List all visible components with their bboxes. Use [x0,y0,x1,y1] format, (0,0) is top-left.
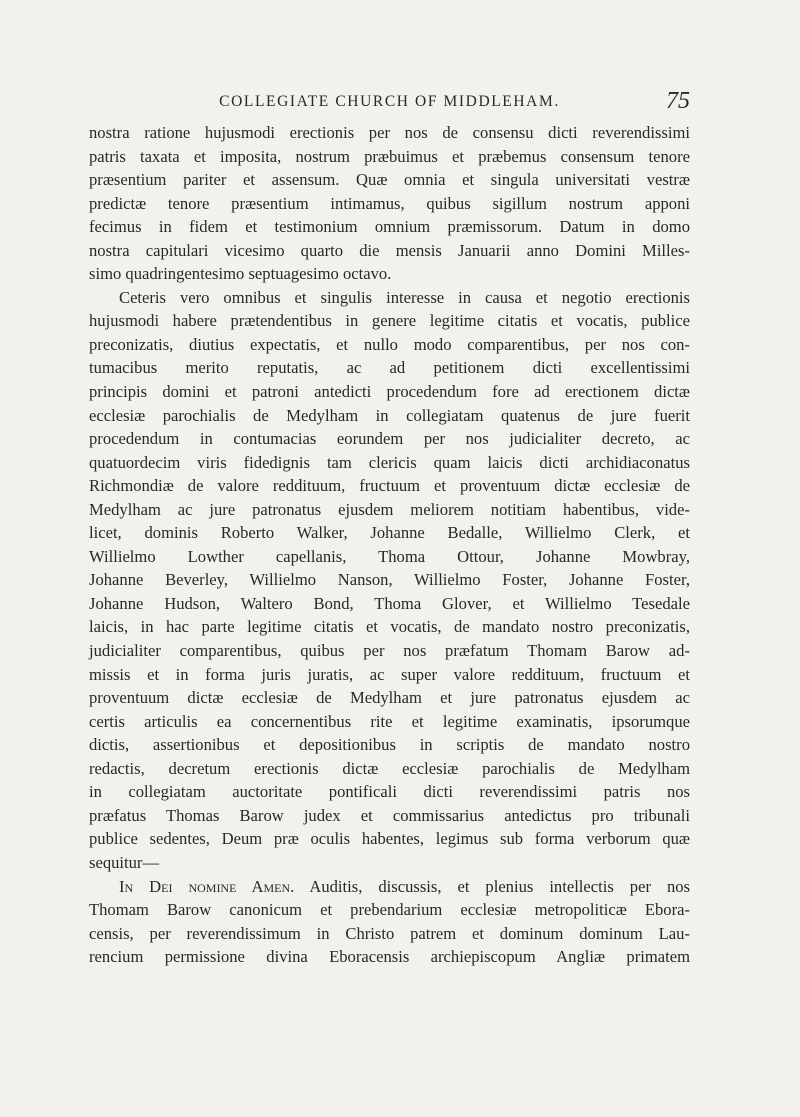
text-line: præfatus Thomas Barow judex et commissarius antedictus pro tribunali [89,805,690,825]
text-line: missis et in forma juris juratis, ac super valore reddituum, fructuum et [89,664,690,684]
text-line: publice sedentes, Deum præ oculis habentes, legimus sub forma verborum quæ [89,829,690,849]
text-line: predictæ tenore præsentium intimamus, quibus sigillum nostrum apponi [89,193,690,213]
text-line: quatuordecim viris fidedignis tam clericis quam laicis dicti archidiaconatus [89,452,690,472]
text-line: proventuum dictæ ecclesiæ de Medylham et jure patronatus ejusdem ac [89,688,690,708]
running-header [89,90,690,116]
running-title: COLLEGIATE CHURCH OF MIDDLEHAM. [219,93,560,110]
text-line: dictis, assertionibus et depositionibus in scriptis de mandato nostro [89,735,690,755]
text-line: ecclesiæ parochialis de Medylham in collegiatam quatenus de jure fuerit [89,405,690,425]
text-line: Johanne Beverley, Willielmo Nanson, Willielmo Foster, Johanne Foster, [89,570,690,590]
paragraph-2 [89,286,690,875]
text-line: præsentium pariter et assensum. Quæ omnia et singula universitati vestræ [89,170,690,190]
text-line: Richmondiæ de valore reddituum, fructuum et proventuum dictæ ecclesiæ de [89,476,690,496]
text-line: redactis, decretum erectionis dictæ ecclesiæ parochialis de Medylham [89,758,690,778]
text-line: principis domini et patroni antedicti procedendum fore ad erectionem dictæ [89,382,690,402]
text-line: procedendum in contumacias eorundem per nos judicialiter decreto, ac [89,429,690,449]
text-line: Willielmo Lowther capellanis, Thoma Ottour, Johanne Mowbray, [89,546,690,566]
text-line: tumacibus merito reputatis, ac ad petitionem dicti excellentissimi [89,358,690,378]
text-line: preconizatis, diutius expectatis, et nullo modo comparentibus, per nos con- [89,334,690,354]
text-line: rencium permissione divina Eboracensis archiepiscopum Angliæ primatem [89,947,690,967]
text-line: certis articulis ea concernentibus rite et legitime examinatis, ipsorumque [89,711,690,731]
text-line: judicialiter comparentibus, quibus per nos præfatum Thomam Barow ad- [89,641,690,661]
text-line: censis, per reverendissimum in Christo patrem et dominum dominum Lau- [89,923,690,943]
text-run: Auditis, discussis, et plenius intellectis per nos [309,876,691,896]
text-line: Thomam Barow canonicum et prebendarium ecclesiæ metropoliticæ Ebora- [89,900,690,920]
text-line: fecimus in fidem et testimonium omnium præmissorum. Datum in domo [89,217,690,237]
text-line: Ceteris vero omnibus et singulis interesse in causa et negotio erectionis [119,287,690,307]
text-line: sequitur— [89,852,160,872]
body-text [89,121,690,969]
lead-in: In Dei nomine Amen. [119,876,295,896]
text-line: laicis, in hac parte legitime citatis et vocatis, de mandato nostro preconizatis, [89,617,690,637]
page-number: 75 [666,88,690,114]
text-line: Medylham ac jure patronatus ejusdem meliorem notitiam habentibus, vide- [89,499,690,519]
text-line [89,875,690,899]
text-line: licet, dominis Roberto Walker, Johanne Bedalle, Willielmo Clerk, et [89,523,690,543]
text-line: in collegiatam auctoritate pontificali dicti reverendissimi patris nos [89,782,690,802]
text-line: patris taxata et imposita, nostrum præbuimus et præbemus consensum tenore [89,146,690,166]
paragraph-3 [89,875,690,969]
text-line: nostra ratione hujusmodi erectionis per nos de consensu dicti reverendissimi [89,123,690,142]
text-line: hujusmodi habere prætendentibus in genere legitime citatis et vocatis, publice [89,311,690,331]
text-line: nostra capitulari vicesimo quarto die mensis Januarii anno Domini Milles- [89,240,690,260]
text-line: Johanne Hudson, Waltero Bond, Thoma Glover, et Willielmo Tesedale [89,593,690,613]
text-line: simo quadringentesimo septuagesimo octavo. [89,264,392,284]
paragraph-1 [89,121,690,286]
